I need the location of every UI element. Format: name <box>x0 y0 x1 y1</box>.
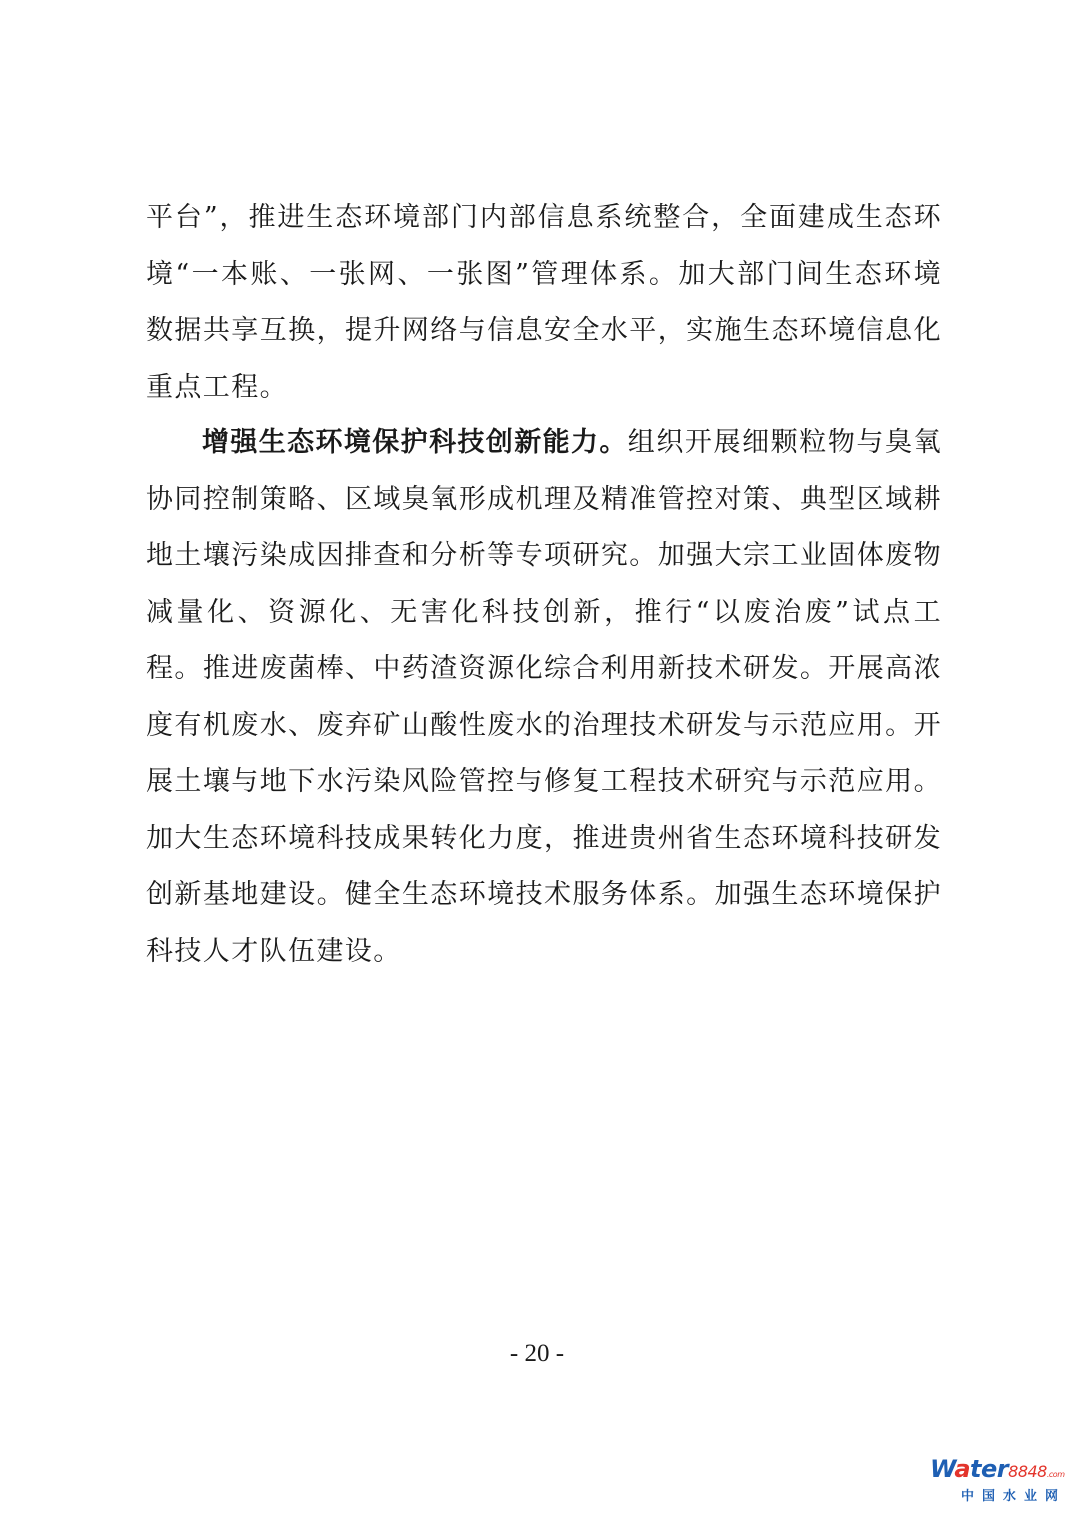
watermark-logo-a: a <box>954 1455 971 1483</box>
paragraph-2-lead: 增强生态环境保护科技创新能力。 <box>202 427 628 458</box>
paragraph-1: 平台”，推进生态环境部门内部信息系统整合，全面建成生态环境“一本账、一张网、一张图”管理体系。加大部门间生态环境数据共享互换，提升网络与信息安全水平，实施生态环境信息化重点工程。 <box>146 202 942 403</box>
paragraph-2 <box>146 415 942 980</box>
watermark-wordmark <box>930 1455 1065 1488</box>
watermark-logo <box>930 1455 1066 1512</box>
page-number: - 20 - <box>509 1340 565 1367</box>
watermark-logo-digits: 8848 <box>1008 1462 1047 1481</box>
paragraph-2-body: 组织开展细颗粒物与臭氧协同控制策略、区域臭氧形成机理及精准管控对策、典型区域耕地土壤污染成因排查和分析等专项研究。加强大宗工业固体废物减量化、资源化、无害化科技创新，推行“以废治废”试点工程。推进废菌棒、中药渣资源化综合利用新技术研发。开展高浓度有机废水、废弃矿山酸性废水的治理技术研发与示范应用。开展土壤与地下水污染风险管控与修复工程技术研究与示范应用。加大生态环境科技成果转化力度，推进贵州省生态环境科技研发创新基地建设。健全生态环境技术服务体系。加强生态环境保护科技人才队伍建设。 <box>146 427 943 967</box>
watermark-logo-suffix: .com <box>1046 1470 1065 1479</box>
watermark-logo-w: W <box>930 1455 955 1483</box>
watermark-subtitle: 中国水业网 <box>960 1489 1066 1504</box>
watermark-logo-rest: ter <box>970 1455 1009 1483</box>
